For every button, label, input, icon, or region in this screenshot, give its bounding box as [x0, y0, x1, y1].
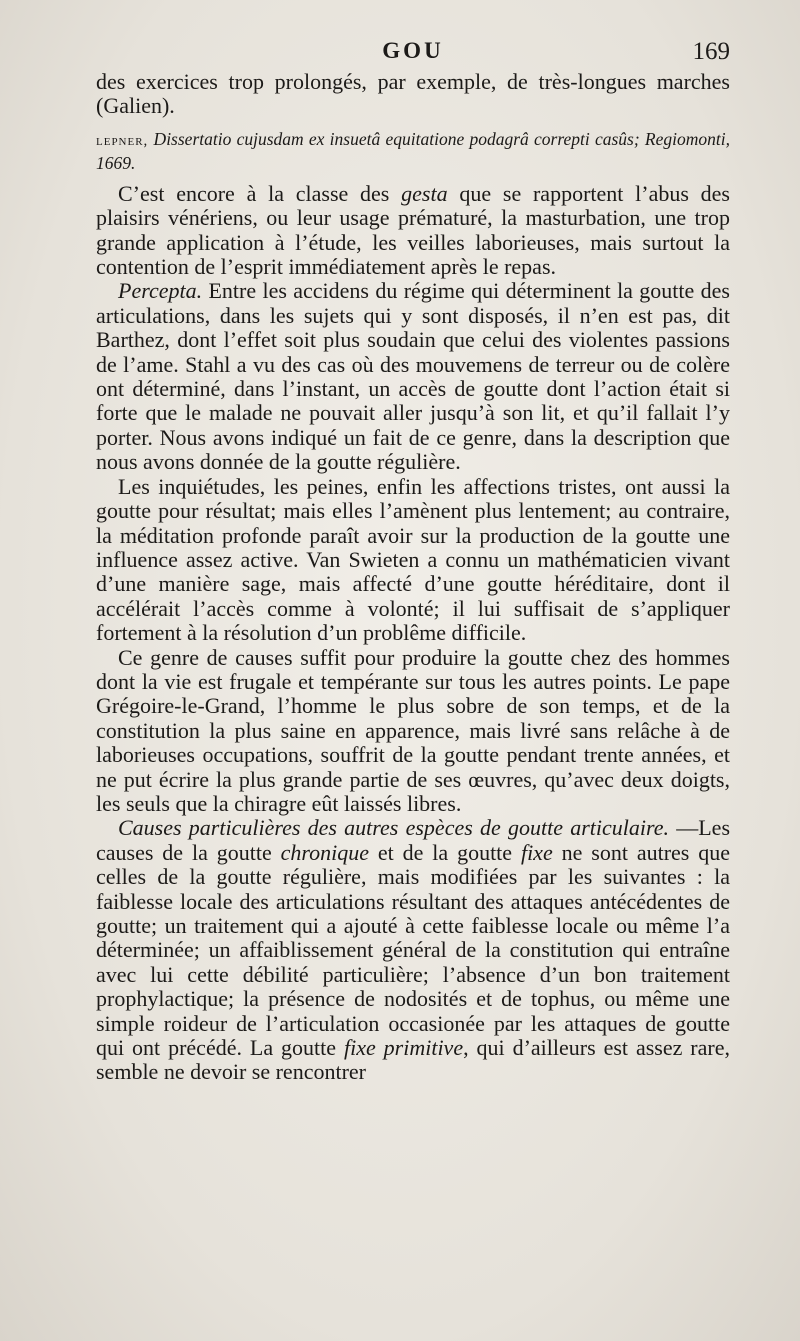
italic-term: chronique — [280, 839, 369, 865]
italic-term: fixe — [520, 839, 553, 865]
paragraph-text: , qui d’ailleurs est assez rare, semble ne devoir se rencontrer — [96, 1035, 730, 1085]
paragraph-text: Entre les accidens du régime qui déterminent la goutte des articulations, dans les sujets qui y sont disposés, il n’en est pas, dit Barthez, dont l’effet soit plus soudain que celui des violentes passions de l’ame. Stahl a vu des cas où des mouvemens de terreur ou de colère ont déterminé, dans l’instant, un accès de goutte dont l’action était si forte que le malade ne pouvait aller jusqu’à son lit, et qu’il fallait l’y porter. Nous avons indiqué un fait de ce genre, dans la description que nous avons donnée de la goutte régulière. — [96, 278, 730, 475]
paragraph-gesta — [96, 182, 730, 280]
paragraph-text: et de la goutte — [369, 839, 521, 865]
page-header — [96, 38, 730, 68]
italic-heading: Percepta. — [118, 278, 203, 304]
paragraph-text: que se rapportent l’abus des plaisirs vénériens, ou leur usage prématuré, la masturbation, une trop grande application à l’étude, les veilles laborieuses, mais surtout la contention de l’esprit immédiatement après le repas. — [96, 180, 730, 280]
paragraph-causes-particulieres — [96, 816, 730, 1084]
paragraph-percepta — [96, 279, 730, 474]
paragraph-text: —Les causes de la goutte — [96, 815, 731, 865]
paragraph-text: ne sont autres que celles de la goutte régulière, mais modifiées par les suivantes : la faiblesse locale des articulations résultant des attaques antécédentes de goutte; un traitement qui a ajouté à cette faiblesse locale ou même l’a déterminée; un affaiblissement général de la constitution qui entraîne avec lui cette débilité particulière; l’absence d’un bon traitement prophylactique; la présence de nodosités et de tophus, ou même une simple roideur de l’articulation occasionée par les attaques de goutte qui ont précédé. La goutte — [96, 839, 730, 1061]
reference-title: Dissertatio cujusdam ex insuetâ equitatione podagrâ correpti casûs; Regiomonti, — [148, 128, 730, 149]
page-number: 169 — [692, 38, 730, 65]
paragraph-continued: des exercices trop prolongés, par exemple, de très-longues marches (Galien). — [96, 69, 730, 119]
reference-year: 1669. — [96, 152, 136, 173]
paragraph-genre-de-causes: Ce genre de causes suffit pour produire la goutte chez des hommes dont la vie est frugale et tempérante sur tous les autres points. Le pape Grégoire-le-Grand, l’homme le plus sobre de son temps, et de la constitution la plus saine en apparence, mais livré sans relâche à de laborieuses occupations, souffrit de la goutte pendant trente années, et ne put écrire la plus grande partie de ses œuvres, qu’avec deux doigts, les seuls que la chiragre eût laissés libres. — [96, 644, 730, 816]
bibliographic-reference — [96, 128, 730, 174]
paragraph-text: C’est encore à la classe des — [118, 180, 402, 206]
italic-term: gesta — [401, 180, 448, 206]
italic-term: fixe primitive — [343, 1035, 464, 1061]
reference-author: lepner, — [96, 132, 149, 149]
running-head: GOU — [382, 38, 444, 63]
paragraph-inquietudes: Les inquiétudes, les peines, enfin les affections tristes, ont aussi la goutte pour résultat; mais elles l’amènent plus lentement; au contraire, la méditation profonde paraît avoir sur la production de la goutte une influence assez active. Van Swieten a connu un mathématicien vivant d’une manière sage, mais affecté d’une goutte héréditaire, dont il accélérait l’accès comme à volonté; il lui suffisait de s’appliquer fortement à la résolution d’un problême difficile. — [96, 473, 730, 646]
body-text — [96, 70, 730, 1085]
italic-heading: Causes particulières des autres espèces de goutte articulaire. — [118, 815, 670, 841]
